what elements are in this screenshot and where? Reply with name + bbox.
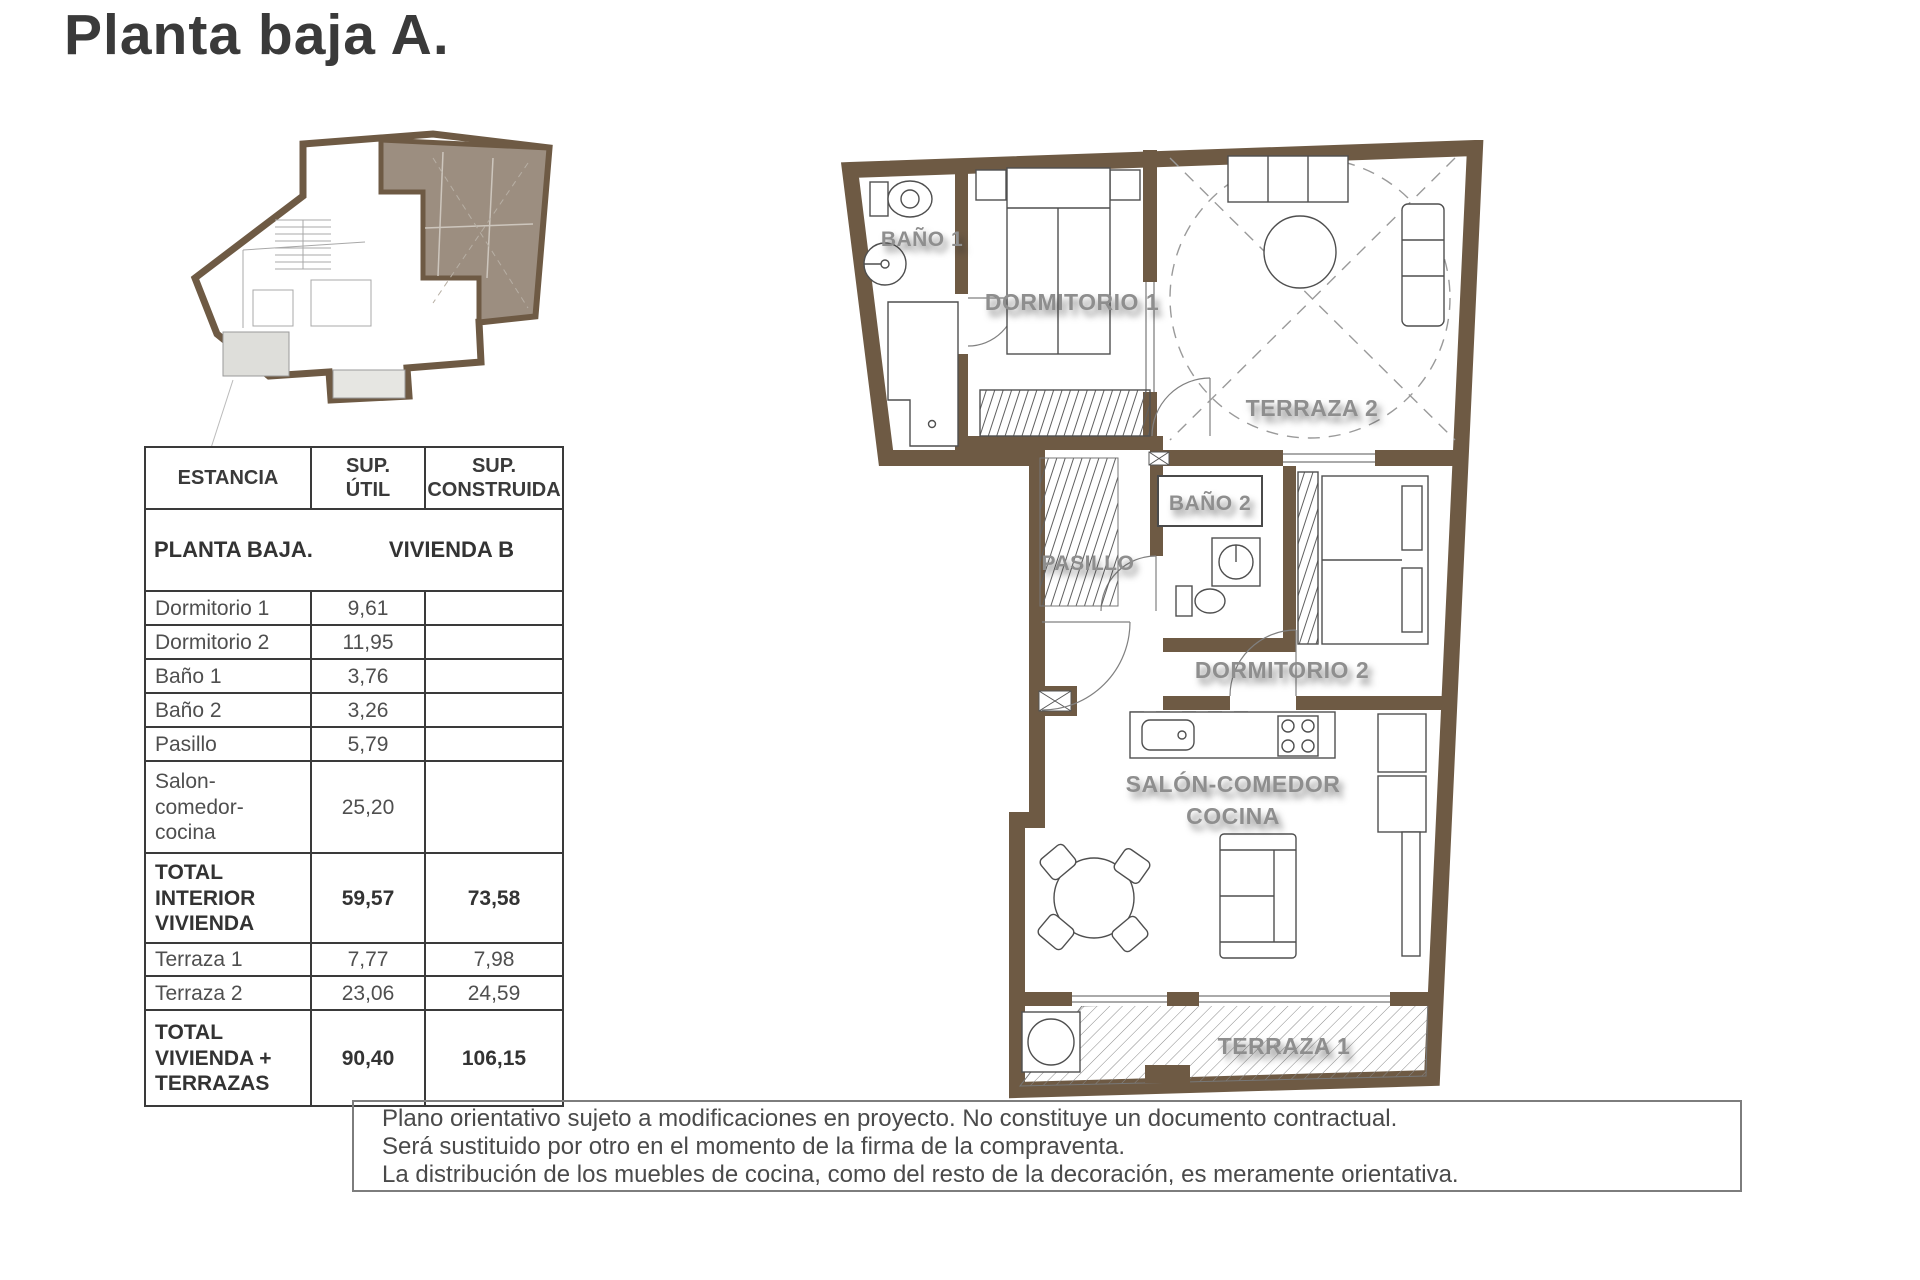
room-name: Dormitorio 1	[145, 591, 311, 625]
label-dormitorio1: DORMITORIO 1	[984, 289, 1160, 315]
round-table-icon	[1028, 1019, 1074, 1065]
room-construida: 24,59	[425, 976, 563, 1010]
room-construida	[425, 625, 563, 659]
table-row	[145, 761, 563, 853]
section-floor-label: PLANTA BAJA.	[154, 536, 313, 562]
terrace1	[1022, 1012, 1080, 1072]
window-salon-terraza1-right	[1199, 992, 1390, 1006]
vent-box-icon	[1149, 452, 1169, 465]
total-construida: 106,15	[425, 1010, 563, 1106]
room-name: Pasillo	[145, 727, 311, 761]
room-name: Terraza 1	[145, 943, 311, 976]
disclaimer-line: La distribución de los muebles de cocina, como del resto de la decoración, es meramente orientativa.	[382, 1161, 1459, 1188]
room-name: Dormitorio 2	[145, 625, 311, 659]
table-row	[145, 591, 563, 625]
section-row	[145, 509, 563, 591]
label-terraza2: TERRAZA 2	[1245, 395, 1379, 421]
label-bano2: BAÑO 2	[1168, 492, 1252, 515]
outdoor-sofa-icon	[1228, 156, 1348, 202]
total-name: TOTAL INTERIOR VIVIENDA	[145, 853, 311, 943]
sink-icon	[1212, 538, 1260, 586]
round-table-icon	[1264, 216, 1336, 288]
room-name: Terraza 2	[145, 976, 311, 1010]
room-util: 3,76	[311, 659, 425, 693]
room-construida	[425, 761, 563, 853]
page-title: Planta baja A.	[64, 3, 450, 67]
room-util: 23,06	[311, 976, 425, 1010]
room-construida	[425, 591, 563, 625]
room-util: 11,95	[311, 625, 425, 659]
label-pasillo: PASILLO	[1041, 552, 1135, 575]
leader-line	[211, 380, 233, 448]
room-name: Baño 1	[145, 659, 311, 693]
closet-icon	[1040, 458, 1118, 606]
tv-unit-icon	[1402, 832, 1420, 956]
kitchen-counter-icon	[1130, 712, 1335, 758]
total-name: TOTAL VIVIENDA + TERRAZAS	[145, 1010, 311, 1106]
wardrobe-icon	[1298, 472, 1318, 644]
header-sup-construida: SUP. CONSTRUIDA	[425, 447, 563, 509]
disclaimer-line: Plano orientativo sujeto a modificaciones en proyecto. No constituye un documento contractual.	[382, 1105, 1398, 1132]
toilet-icon	[870, 181, 932, 217]
areas-table	[144, 446, 564, 1107]
building-overview-plan	[183, 128, 563, 458]
room-util: 5,79	[311, 727, 425, 761]
header-sup-util: SUP. ÚTIL	[311, 447, 425, 509]
label-terraza1: TERRAZA 1	[1217, 1033, 1351, 1059]
room-util: 9,61	[311, 591, 425, 625]
label-salon-line1: SALÓN-COMEDOR	[1125, 771, 1341, 797]
section-unit-label: VIVIENDA B	[388, 536, 514, 562]
table-row	[145, 693, 563, 727]
main-floor-plan	[830, 140, 1490, 1100]
wardrobe-icon	[980, 390, 1150, 436]
window-salon-terraza1-left	[1072, 992, 1167, 1006]
dining-table-icon	[1036, 842, 1152, 953]
total-util: 59,57	[311, 853, 425, 943]
header-estancia: ESTANCIA	[145, 447, 311, 509]
room-construida: 7,98	[425, 943, 563, 976]
room-construida	[425, 659, 563, 693]
total-util: 90,40	[311, 1010, 425, 1106]
room-construida	[425, 693, 563, 727]
room-construida	[425, 727, 563, 761]
room-util: 25,20	[311, 761, 425, 853]
total-vivienda-row	[145, 1010, 563, 1106]
room-util: 7,77	[311, 943, 425, 976]
room-name: Baño 2	[145, 693, 311, 727]
table-row	[145, 659, 563, 693]
vent-box-icon	[1039, 691, 1071, 711]
label-bano1: BAÑO 1	[880, 228, 964, 251]
total-construida: 73,58	[425, 853, 563, 943]
disclaimer-box	[352, 1100, 1742, 1192]
room-name: Salon- comedor- cocina	[145, 761, 311, 853]
table-header-row	[145, 447, 563, 509]
table-row	[145, 727, 563, 761]
sofa-icon	[1220, 834, 1296, 958]
disclaimer-line: Será sustituido por otro en el momento de la firma de la compraventa.	[382, 1133, 1126, 1160]
table-row	[145, 943, 563, 976]
label-dormitorio2: DORMITORIO 2	[1194, 657, 1370, 683]
bed-icon	[1322, 476, 1428, 644]
label-salon-line2: COCINA	[1186, 803, 1280, 829]
lounge-chair-icon	[1402, 204, 1444, 326]
room-util: 3,26	[311, 693, 425, 727]
table-row	[145, 625, 563, 659]
window-dorm2-terraza2	[1283, 450, 1375, 466]
table-row	[145, 976, 563, 1010]
total-interior-row	[145, 853, 563, 943]
